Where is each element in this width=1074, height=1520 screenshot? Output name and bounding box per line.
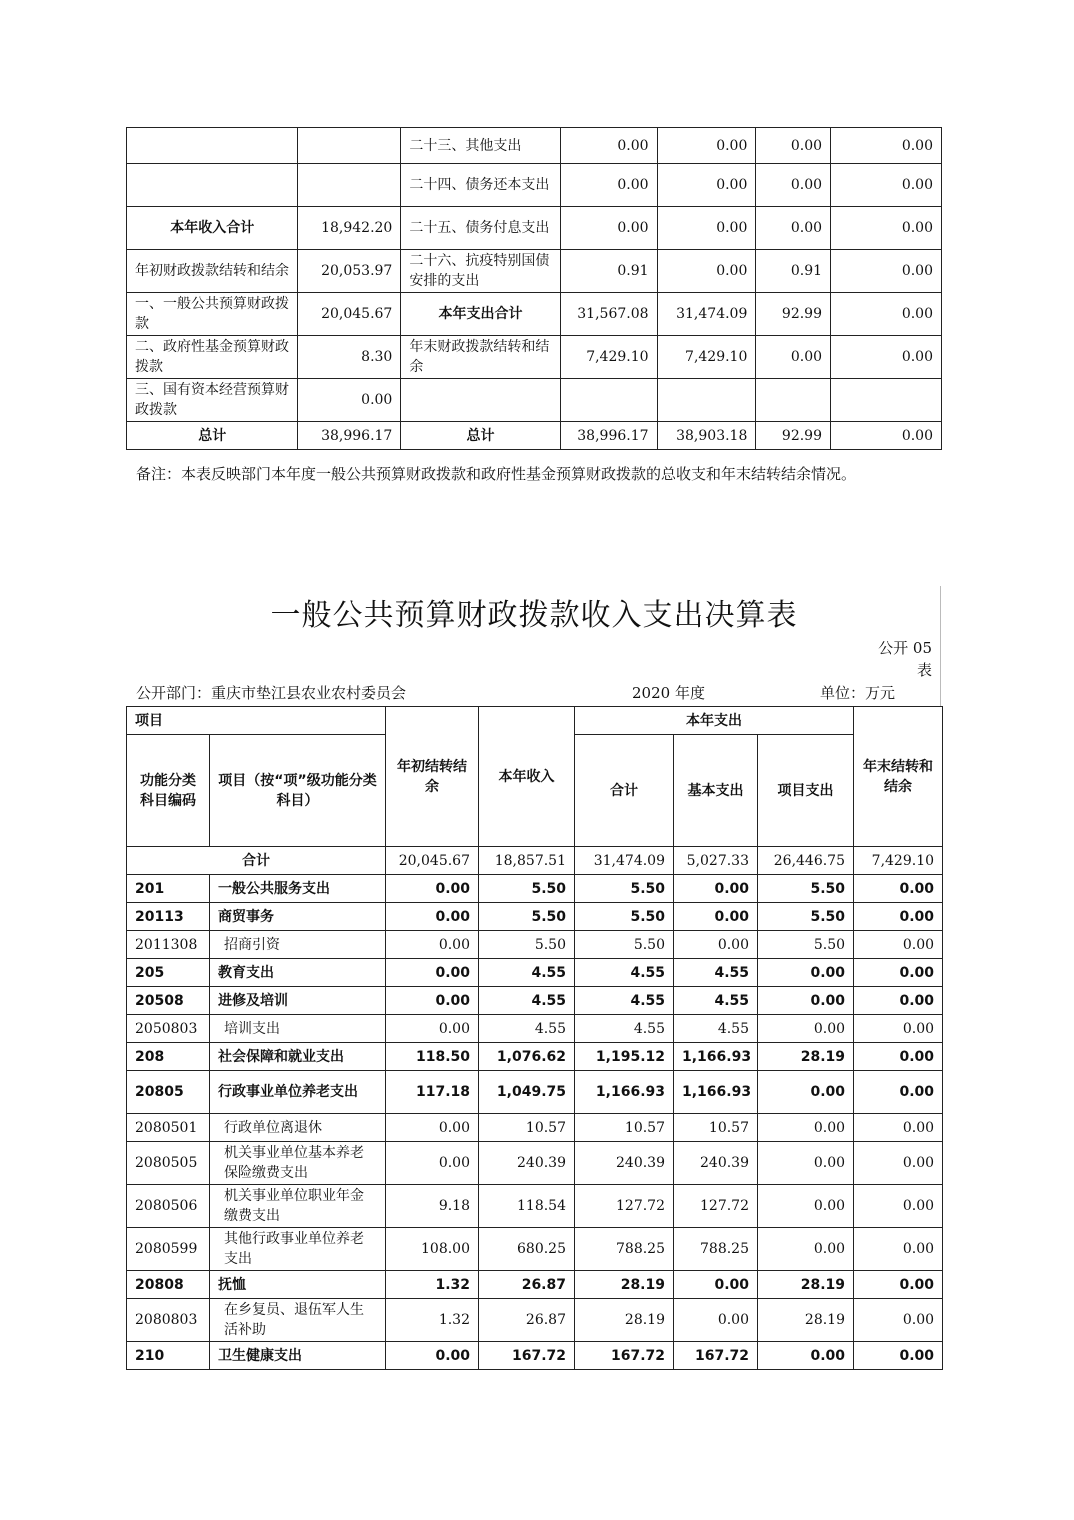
item-name-cell: 机关事业单位职业年金缴费支出 — [210, 1185, 386, 1228]
income-expense-summary-table — [126, 127, 942, 450]
expense-item-cell: 二十五、债务付息支出 — [401, 207, 560, 250]
amount-cell: 0.00 — [854, 1071, 943, 1114]
table-row — [127, 1015, 943, 1043]
amount-cell: 0.00 — [758, 1185, 854, 1228]
header-income: 本年收入 — [479, 707, 575, 847]
amount-cell: 0.00 — [386, 931, 479, 959]
table-row — [127, 128, 942, 164]
amount-cell: 5.50 — [758, 875, 854, 903]
amount-cell — [560, 379, 657, 422]
amount-cell: 0.00 — [756, 207, 831, 250]
table-row — [127, 293, 942, 336]
amount-cell: 788.25 — [575, 1228, 674, 1271]
amount-cell: 38,996.17 — [298, 422, 401, 450]
amount-cell: 0.00 — [854, 959, 943, 987]
amount-cell: 127.72 — [674, 1185, 758, 1228]
item-name-cell: 一般公共服务支出 — [210, 875, 386, 903]
amount-cell: 28.19 — [758, 1271, 854, 1299]
item-name-cell: 抚恤 — [210, 1271, 386, 1299]
item-name-cell: 教育支出 — [210, 959, 386, 987]
amount-cell: 7,429.10 — [657, 336, 756, 379]
amount-cell: 0.00 — [854, 1015, 943, 1043]
amount-cell: 0.91 — [756, 250, 831, 293]
amount-cell: 5.50 — [758, 903, 854, 931]
amount-cell: 0.00 — [386, 903, 479, 931]
amount-cell: 117.18 — [386, 1071, 479, 1114]
amount-cell: 28.19 — [758, 1299, 854, 1342]
amount-cell: 10.57 — [674, 1114, 758, 1142]
table-row — [127, 336, 942, 379]
amount-cell: 4.55 — [674, 959, 758, 987]
item-name-cell: 行政单位离退休 — [210, 1114, 386, 1142]
table-row — [127, 931, 943, 959]
amount-cell: 4.55 — [479, 1015, 575, 1043]
amount-cell: 1.32 — [386, 1299, 479, 1342]
amount-cell: 0.00 — [758, 959, 854, 987]
income-item-cell: 三、国有资本经营预算财政拨款 — [127, 379, 298, 422]
func-code-cell: 2080501 — [127, 1114, 210, 1142]
amount-cell: 4.55 — [479, 959, 575, 987]
amount-cell: 4.55 — [479, 987, 575, 1015]
income-item-cell: 年初财政拨款结转和结余 — [127, 250, 298, 293]
header-project-expense: 项目支出 — [758, 735, 854, 847]
amount-cell: 1.32 — [386, 1271, 479, 1299]
amount-cell: 0.00 — [758, 987, 854, 1015]
amount-cell: 1,076.62 — [479, 1043, 575, 1071]
amount-cell: 0.00 — [560, 207, 657, 250]
amount-cell: 0.00 — [674, 1271, 758, 1299]
amount-cell: 118.50 — [386, 1043, 479, 1071]
amount-cell: 0.00 — [758, 1114, 854, 1142]
amount-cell: 0.00 — [674, 903, 758, 931]
total-row — [127, 847, 943, 875]
amount-cell: 0.00 — [758, 1015, 854, 1043]
amount-cell: 0.00 — [854, 903, 943, 931]
amount-cell: 10.57 — [479, 1114, 575, 1142]
amount-cell: 0.00 — [831, 128, 942, 164]
amount-cell: 0.00 — [756, 164, 831, 207]
amount-cell: 4.55 — [674, 987, 758, 1015]
func-code-cell: 20113 — [127, 903, 210, 931]
amount-cell: 0.00 — [831, 293, 942, 336]
amount-cell: 8.30 — [298, 336, 401, 379]
item-name-cell: 机关事业单位基本养老保险缴费支出 — [210, 1142, 386, 1185]
amount-cell: 18,942.20 — [298, 207, 401, 250]
amount-cell: 31,474.09 — [657, 293, 756, 336]
income-item-cell: 本年收入合计 — [127, 207, 298, 250]
unit-label: 单位：万元 — [820, 684, 896, 702]
income-item-cell — [127, 164, 298, 207]
amount-cell: 0.00 — [560, 128, 657, 164]
amount-cell: 0.00 — [854, 875, 943, 903]
table-row — [127, 1271, 943, 1299]
amount-cell: 0.00 — [758, 1228, 854, 1271]
amount-cell: 167.72 — [674, 1342, 758, 1370]
amount-cell: 5.50 — [479, 931, 575, 959]
amount-cell: 5.50 — [575, 903, 674, 931]
amount-cell: 28.19 — [575, 1271, 674, 1299]
amount-cell: 38,903.18 — [657, 422, 756, 450]
table-row — [127, 1142, 943, 1185]
expense-item-cell: 二十四、债务还本支出 — [401, 164, 560, 207]
amount-cell: 10.57 — [575, 1114, 674, 1142]
amount-cell: 5.50 — [479, 903, 575, 931]
amount-cell: 0.00 — [298, 379, 401, 422]
amount-cell: 0.00 — [560, 164, 657, 207]
item-name-cell: 行政事业单位养老支出 — [210, 1071, 386, 1114]
amount-cell: 0.00 — [386, 1142, 479, 1185]
amount-cell: 1,166.93 — [575, 1071, 674, 1114]
amount-cell: 1,195.12 — [575, 1043, 674, 1071]
amount-cell — [831, 379, 942, 422]
item-name-cell: 卫生健康支出 — [210, 1342, 386, 1370]
table-row — [127, 1114, 943, 1142]
amount-cell: 0.00 — [831, 250, 942, 293]
func-code-cell: 2080599 — [127, 1228, 210, 1271]
amount-cell: 26.87 — [479, 1271, 575, 1299]
item-name-cell: 在乡复员、退伍军人生活补助 — [210, 1299, 386, 1342]
department-label: 公开部门：重庆市垫江县农业农村委员会 — [136, 684, 407, 702]
table-row — [127, 903, 943, 931]
item-name-cell: 培训支出 — [210, 1015, 386, 1043]
func-code-cell: 210 — [127, 1342, 210, 1370]
amount-cell: 0.00 — [831, 207, 942, 250]
header-project: 项目 — [127, 707, 386, 735]
header-basic: 基本支出 — [674, 735, 758, 847]
amount-cell: 0.00 — [758, 1342, 854, 1370]
func-code-cell: 20508 — [127, 987, 210, 1015]
func-code-cell: 2080506 — [127, 1185, 210, 1228]
expense-item-cell: 总计 — [401, 422, 560, 450]
func-code-cell: 20808 — [127, 1271, 210, 1299]
total-label: 合计 — [127, 847, 386, 875]
amount-cell: 0.00 — [386, 987, 479, 1015]
amount-cell — [756, 379, 831, 422]
amount-cell: 38,996.17 — [560, 422, 657, 450]
table-row — [127, 987, 943, 1015]
amount-cell: 9.18 — [386, 1185, 479, 1228]
amount-cell: 0.00 — [386, 1342, 479, 1370]
amount-cell: 108.00 — [386, 1228, 479, 1271]
amount-cell: 0.00 — [854, 1185, 943, 1228]
header-func-code: 功能分类科目编码 — [127, 735, 210, 847]
amount-cell: 20,053.97 — [298, 250, 401, 293]
amount-cell: 127.72 — [575, 1185, 674, 1228]
income-item-cell: 二、政府性基金预算财政拨款 — [127, 336, 298, 379]
amount-cell: 0.00 — [854, 931, 943, 959]
amount-cell: 0.00 — [854, 1114, 943, 1142]
amount-cell: 0.00 — [831, 422, 942, 450]
amount-cell: 4.55 — [575, 987, 674, 1015]
table-row — [127, 422, 942, 450]
amount-cell: 788.25 — [674, 1228, 758, 1271]
amount-cell: 1,166.93 — [674, 1043, 758, 1071]
table-row — [127, 1228, 943, 1271]
amount-cell: 0.00 — [674, 931, 758, 959]
amount-cell: 20,045.67 — [386, 847, 479, 875]
amount-cell: 0.00 — [674, 1299, 758, 1342]
func-code-cell: 205 — [127, 959, 210, 987]
expense-item-cell — [401, 379, 560, 422]
func-code-cell: 2080505 — [127, 1142, 210, 1185]
amount-cell — [298, 128, 401, 164]
amount-cell: 0.00 — [854, 1043, 943, 1071]
expense-item-cell: 本年支出合计 — [401, 293, 560, 336]
func-code-cell: 208 — [127, 1043, 210, 1071]
amount-cell: 118.54 — [479, 1185, 575, 1228]
amount-cell: 0.00 — [386, 1114, 479, 1142]
amount-cell: 5,027.33 — [674, 847, 758, 875]
table-code: 公开 05 表 — [878, 639, 932, 679]
item-name-cell: 招商引资 — [210, 931, 386, 959]
amount-cell: 26,446.75 — [758, 847, 854, 875]
amount-cell: 0.00 — [854, 1228, 943, 1271]
amount-cell — [298, 164, 401, 207]
amount-cell: 26.87 — [479, 1299, 575, 1342]
amount-cell: 0.00 — [854, 1142, 943, 1185]
amount-cell: 0.00 — [854, 1299, 943, 1342]
amount-cell: 0.00 — [386, 875, 479, 903]
general-budget-expense-table — [126, 706, 943, 1370]
year-label: 2020 年度 — [632, 684, 705, 702]
amount-cell — [657, 379, 756, 422]
amount-cell: 0.00 — [854, 1342, 943, 1370]
expense-item-cell: 年末财政拨款结转和结余 — [401, 336, 560, 379]
item-name-cell: 其他行政事业单位养老支出 — [210, 1228, 386, 1271]
amount-cell: 4.55 — [674, 1015, 758, 1043]
func-code-cell: 201 — [127, 875, 210, 903]
amount-cell: 7,429.10 — [560, 336, 657, 379]
table-row — [127, 250, 942, 293]
table-row — [127, 207, 942, 250]
amount-cell: 5.50 — [575, 875, 674, 903]
amount-cell: 680.25 — [479, 1228, 575, 1271]
amount-cell: 0.00 — [756, 336, 831, 379]
table-note: 备注：本表反映部门本年度一般公共预算财政拨款和政府性基金预算财政拨款的总收支和年末结转结余情况。 — [136, 465, 857, 483]
func-code-cell: 2050803 — [127, 1015, 210, 1043]
amount-cell: 0.00 — [831, 164, 942, 207]
amount-cell: 0.00 — [386, 1015, 479, 1043]
item-name-cell: 商贸事务 — [210, 903, 386, 931]
amount-cell: 92.99 — [756, 293, 831, 336]
table-row — [127, 1342, 943, 1370]
amount-cell: 1,049.75 — [479, 1071, 575, 1114]
amount-cell: 240.39 — [479, 1142, 575, 1185]
item-name-cell: 社会保障和就业支出 — [210, 1043, 386, 1071]
amount-cell: 0.00 — [758, 1071, 854, 1114]
amount-cell: 0.00 — [674, 875, 758, 903]
amount-cell: 0.00 — [756, 128, 831, 164]
amount-cell: 28.19 — [575, 1299, 674, 1342]
table-row — [127, 164, 942, 207]
table-row — [127, 1299, 943, 1342]
amount-cell: 92.99 — [756, 422, 831, 450]
expense-item-cell: 二十三、其他支出 — [401, 128, 560, 164]
income-item-cell: 总计 — [127, 422, 298, 450]
table-row — [127, 379, 942, 422]
amount-cell: 0.00 — [831, 336, 942, 379]
amount-cell: 0.91 — [560, 250, 657, 293]
amount-cell: 4.55 — [575, 1015, 674, 1043]
func-code-cell: 20805 — [127, 1071, 210, 1114]
amount-cell: 167.72 — [479, 1342, 575, 1370]
func-code-cell: 2011308 — [127, 931, 210, 959]
amount-cell: 0.00 — [657, 164, 756, 207]
expense-item-cell: 二十六、抗疫特别国债安排的支出 — [401, 250, 560, 293]
header-item-name: 项目（按“项”级功能分类科目） — [210, 735, 386, 847]
amount-cell: 0.00 — [386, 959, 479, 987]
amount-cell: 4.55 — [575, 959, 674, 987]
amount-cell: 0.00 — [657, 250, 756, 293]
amount-cell: 5.50 — [758, 931, 854, 959]
amount-cell: 1,166.93 — [674, 1071, 758, 1114]
income-item-cell: 一、一般公共预算财政拨款 — [127, 293, 298, 336]
table-row — [127, 959, 943, 987]
amount-cell: 31,474.09 — [575, 847, 674, 875]
amount-cell: 28.19 — [758, 1043, 854, 1071]
table-row — [127, 875, 943, 903]
amount-cell: 5.50 — [575, 931, 674, 959]
amount-cell: 0.00 — [854, 987, 943, 1015]
amount-cell: 18,857.51 — [479, 847, 575, 875]
amount-cell: 5.50 — [479, 875, 575, 903]
item-name-cell: 进修及培训 — [210, 987, 386, 1015]
amount-cell: 20,045.67 — [298, 293, 401, 336]
header-end-balance: 年末结转和结余 — [854, 707, 943, 847]
amount-cell: 240.39 — [674, 1142, 758, 1185]
header-begin-balance: 年初结转结余 — [386, 707, 479, 847]
table-row — [127, 1185, 943, 1228]
amount-cell: 167.72 — [575, 1342, 674, 1370]
func-code-cell: 2080803 — [127, 1299, 210, 1342]
header-total: 合计 — [575, 735, 674, 847]
amount-cell: 240.39 — [575, 1142, 674, 1185]
page-title: 一般公共预算财政拨款收入支出决算表 — [270, 598, 798, 633]
amount-cell: 31,567.08 — [560, 293, 657, 336]
amount-cell: 0.00 — [758, 1142, 854, 1185]
income-item-cell — [127, 128, 298, 164]
amount-cell: 0.00 — [657, 128, 756, 164]
amount-cell: 0.00 — [854, 1271, 943, 1299]
amount-cell: 0.00 — [657, 207, 756, 250]
table-row — [127, 1043, 943, 1071]
header-current-expense: 本年支出 — [575, 707, 854, 735]
amount-cell: 7,429.10 — [854, 847, 943, 875]
table-row — [127, 1071, 943, 1114]
